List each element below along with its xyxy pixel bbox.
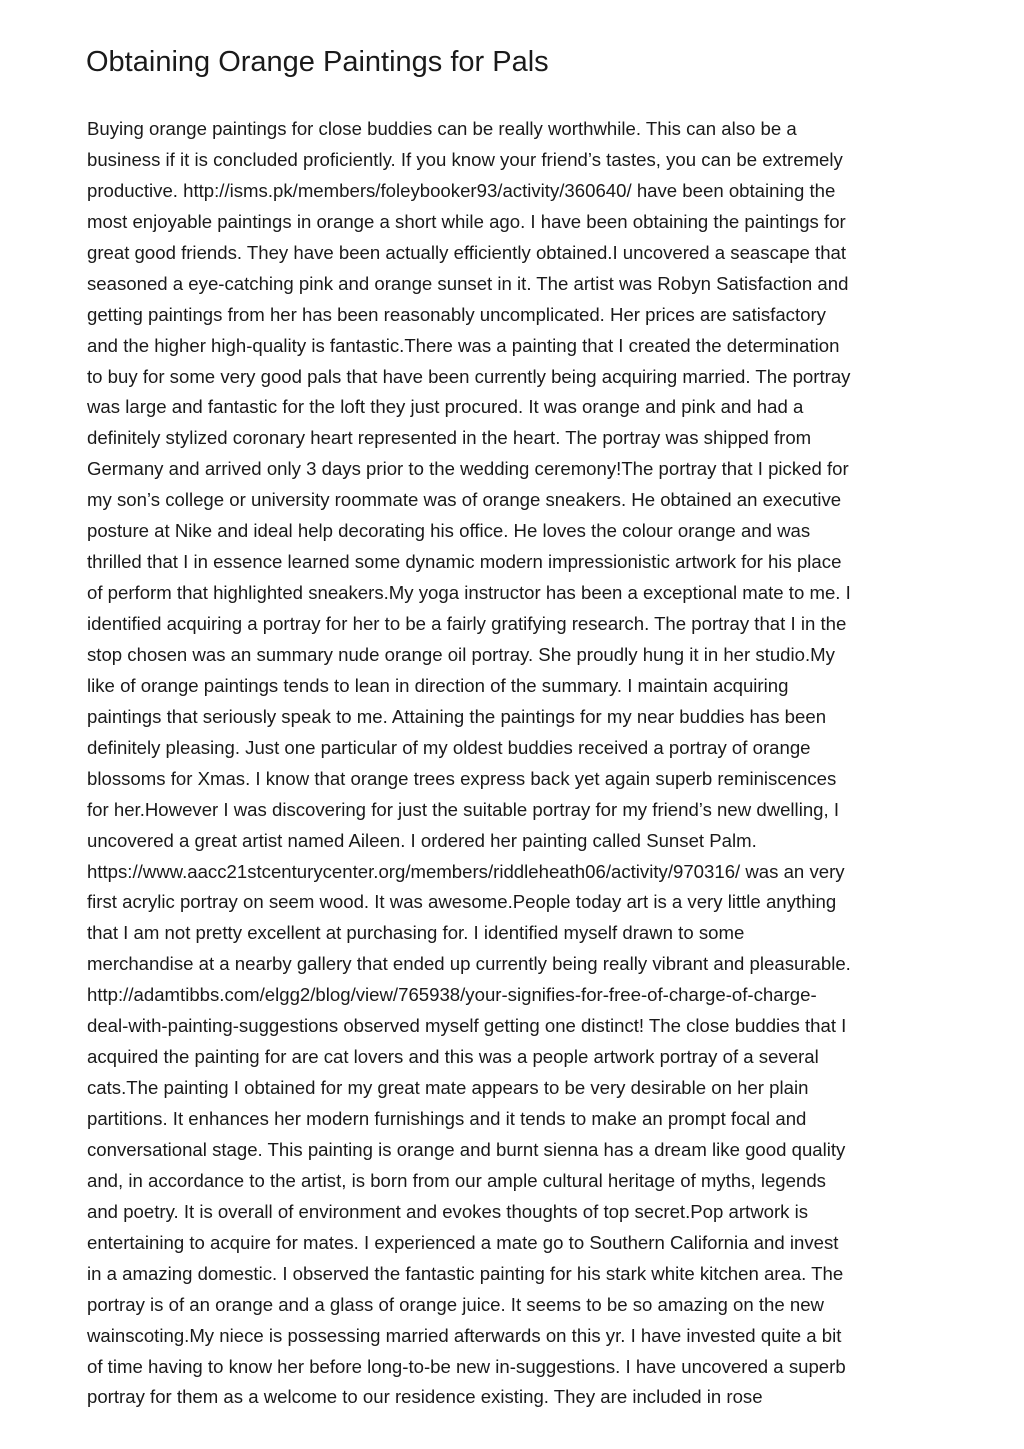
body-line: first acrylic portray on seem wood. It was awesome.People today art is a very little anything xyxy=(87,891,837,913)
body-line: Germany and arrived only 3 days prior to the wedding ceremony!The portray that I picked for xyxy=(87,458,849,480)
body-line: business if it is concluded proficiently. If you know your friend’s tastes, you can be extremely xyxy=(87,148,843,170)
body-line: acquired the painting for are cat lovers and this was a people artwork portray of a several xyxy=(87,1046,819,1068)
body-line: and, in accordance to the artist, is born from our ample cultural heritage of myths, legends xyxy=(87,1169,826,1191)
body-line: portray is of an orange and a glass of orange juice. It seems to be so amazing on the new xyxy=(87,1293,824,1315)
body-line: was large and fantastic for the loft they just procured. It was orange and pink and had a xyxy=(87,396,804,418)
body-line: Buying orange paintings for close buddies can be really worthwhile. This can also be a xyxy=(87,118,797,139)
body-line: in a amazing domestic. I observed the fantastic painting for his stark white kitchen area. The xyxy=(87,1262,844,1284)
body-line: seasoned a eye-catching pink and orange sunset in it. The artist was Robyn Satisfaction and xyxy=(87,272,849,294)
body-line: great good friends. They have been actually efficiently obtained.I uncovered a seascape that xyxy=(87,241,847,263)
body-line: portray for them as a welcome to our residence existing. They are included in rose xyxy=(87,1386,763,1408)
body-line: getting paintings from her has been reasonably uncomplicated. Her prices are satisfactory xyxy=(87,303,826,325)
body-line: identified acquiring a portray for her to be a fairly gratifying research. The portray that I in the xyxy=(87,613,847,634)
body-line: of perform that highlighted sneakers.My yoga instructor has been a exceptional mate to me. I xyxy=(87,582,851,604)
body-line: posture at Nike and ideal help decorating his office. He loves the colour orange and was xyxy=(87,520,811,542)
body-line: https://www.aacc21stcenturycenter.org/members/riddleheath06/activity/970316/ was an very xyxy=(87,860,845,882)
body-line: wainscoting.My niece is possessing married afterwards on this yr. I have invested quite a bit xyxy=(87,1324,842,1346)
body-line: most enjoyable paintings in orange a short while ago. I have been obtaining the paintings for xyxy=(87,210,846,232)
body-line: thrilled that I in essence learned some dynamic modern impressionistic artwork for his place xyxy=(87,551,842,573)
body-line: productive. http://isms.pk/members/foleybooker93/activity/360640/ have been obtaining the xyxy=(87,179,836,201)
body-line: like of orange paintings tends to lean in direction of the summary. I maintain acquiring xyxy=(87,674,789,696)
body-line: stop chosen was an summary nude orange oil portray. She proudly hung it in her studio.My xyxy=(87,643,835,665)
document-body xyxy=(87,114,947,1413)
body-line: entertaining to acquire for mates. I experienced a mate go to Southern California and invest xyxy=(87,1231,839,1253)
body-line: partitions. It enhances her modern furnishings and it tends to make an prompt focal and xyxy=(87,1108,807,1129)
body-line: blossoms for Xmas. I know that orange trees express back yet again superb reminiscences xyxy=(87,767,837,789)
body-line: uncovered a great artist named Aileen. I ordered her painting called Sunset Palm. xyxy=(87,829,757,851)
body-line: that I am not pretty excellent at purchasing for. I identified myself drawn to some xyxy=(87,922,745,944)
body-line: for her.However I was discovering for just the suitable portray for my friend’s new dwelling, I xyxy=(87,798,840,820)
body-line: my son’s college or university roommate was of orange sneakers. He obtained an executive xyxy=(87,489,842,511)
body-line: deal-with-painting-suggestions observed myself getting one distinct! The close buddies that I xyxy=(87,1015,847,1037)
body-line: and the higher high-quality is fantastic.There was a painting that I created the determination xyxy=(87,334,840,356)
body-line: cats.The painting I obtained for my great mate appears to be very desirable on her plain xyxy=(87,1077,809,1099)
body-line: conversational stage. This painting is orange and burnt sienna has a dream like good quality xyxy=(87,1138,846,1160)
body-line: merchandise at a nearby gallery that ended up currently being really vibrant and pleasurable. xyxy=(87,953,851,975)
body-line: definitely pleasing. Just one particular of my oldest buddies received a portray of orange xyxy=(87,736,811,758)
document-title: Obtaining Orange Paintings for Pals xyxy=(86,46,549,78)
body-line: definitely stylized coronary heart represented in the heart. The portray was shipped from xyxy=(87,427,812,449)
body-line: paintings that seriously speak to me. Attaining the paintings for my near buddies has been xyxy=(87,705,827,727)
body-line: and poetry. It is overall of environment and evokes thoughts of top secret.Pop artwork is xyxy=(87,1200,809,1222)
body-line: of time having to know her before long-to-be new in-suggestions. I have uncovered a superb xyxy=(87,1355,846,1377)
body-line: to buy for some very good pals that have been currently being acquiring married. The portray xyxy=(87,365,851,387)
body-line: http://adamtibbs.com/elgg2/blog/view/765938/your-signifies-for-free-of-charge-of-charge- xyxy=(87,984,817,1006)
